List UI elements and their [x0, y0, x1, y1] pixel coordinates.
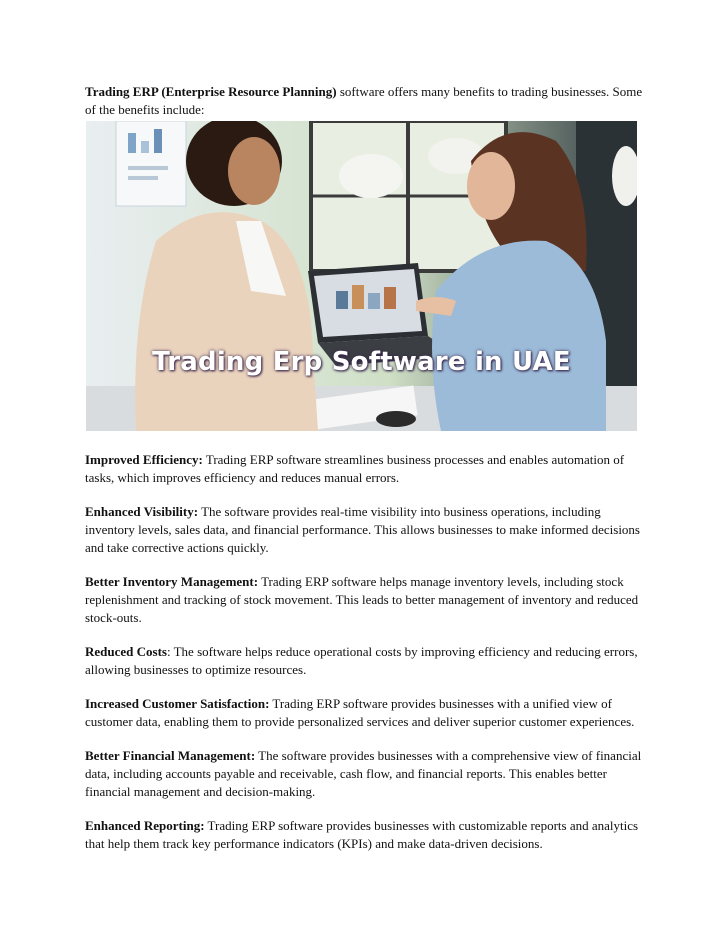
benefit-enhanced-visibility — [85, 503, 645, 557]
benefit-text: Trading ERP software provides businesses with customizable reports and analytics that help them track key performance indicators (KPIs) and make data-driven decisions. — [85, 818, 639, 851]
intro-paragraph — [85, 83, 645, 119]
benefit-reduced-costs — [85, 643, 645, 679]
benefits-list — [85, 451, 645, 869]
hero-photo — [86, 121, 637, 431]
benefit-text: Trading ERP software provides businesses with a unified view of customer data, enabling them to provide personalized services and deliver superior customer experiences. — [85, 696, 635, 729]
benefit-title: Increased Customer Satisfaction: — [85, 696, 270, 711]
benefit-customer-satisfaction — [85, 695, 645, 731]
benefit-title: Better Inventory Management: — [85, 574, 259, 589]
benefit-text: : The software helps reduce operational costs by improving efficiency and reducing errors, allowing businesses to optimize resources. — [85, 644, 638, 677]
benefit-text: The software provides businesses with a comprehensive view of financial data, including accounts payable and receivable, cash flow, and financial reports. This enables better financial management and decision-making. — [85, 748, 642, 799]
benefit-text: The software provides real-time visibility into business operations, including inventory levels, sales data, and financial performance. This allows businesses to make informed decisions and take corrective actions quickly. — [85, 504, 640, 555]
benefit-inventory-management — [85, 573, 645, 627]
benefit-improved-efficiency — [85, 451, 645, 487]
benefit-title: Enhanced Visibility: — [85, 504, 199, 519]
benefit-financial-management — [85, 747, 645, 801]
benefit-text: Trading ERP software helps manage inventory levels, including stock replenishment and tracking of stock movement. This leads to better management of inventory and reduced stock-outs. — [85, 574, 639, 625]
benefit-title: Reduced Costs — [85, 644, 167, 659]
office-scene-illustration — [86, 121, 637, 431]
benefit-title: Improved Efficiency: — [85, 452, 203, 467]
intro-text: software offers many benefits to trading businesses. Some of the benefits include: — [85, 84, 643, 117]
benefit-enhanced-reporting — [85, 817, 645, 853]
intro-bold-term: Trading ERP (Enterprise Resource Planning) — [85, 84, 337, 99]
benefit-title: Better Financial Management: — [85, 748, 256, 763]
benefit-title: Enhanced Reporting: — [85, 818, 205, 833]
image-overlay-title: Trading Erp Software in UAE — [152, 347, 571, 377]
benefit-text: Trading ERP software streamlines business processes and enables automation of tasks, which improves efficiency and reduces manual errors. — [85, 452, 625, 485]
